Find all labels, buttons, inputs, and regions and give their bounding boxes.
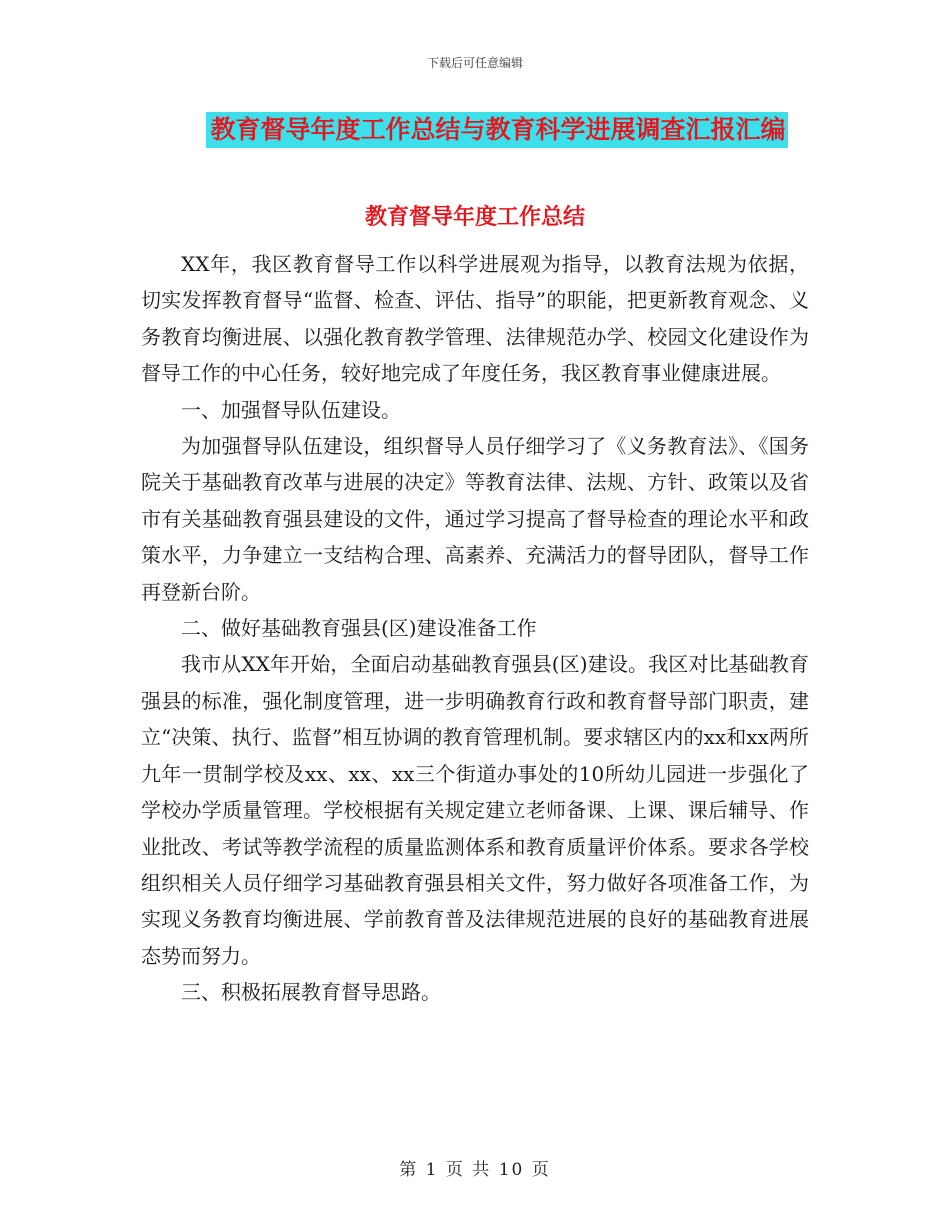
page-number: 第 1 页 共 10 页 [399,1160,551,1180]
main-title: 教育督导年度工作总结与教育科学进展调查汇报汇编 [206,112,787,148]
page-header-note: 下载后可任意编辑 [426,56,523,70]
document-body [141,246,809,1011]
paragraph-intro: XX年，我区教育督导工作以科学进展观为指导，以教育法规为依据，切实发挥教育督导“监督、检查、评估、指导”的职能，把更新教育观念、义务教育均衡进展、以强化教育教学管理、法律规范办学、校园文化建设作为督导工作的中心任务，较好地完成了年度任务，我区教育事业健康进展。 [141,252,809,386]
main-title-container [0,112,950,148]
paragraph-2: 我市从XX年开始，全面启动基础教育强县(区)建设。我区对比基础教育强县的标准，强化制度管理，进一步明确教育行政和教育督导部门职责，建立“决策、执行、监督”相互协调的教育管理机制。要求辖区内的xx和xx两所九年一贯制学校及xx、xx、xx三个街道办事处的10所幼儿园进一步强化了学校办学质量管理。学校根据有关规定建立老师备课、上课、课后辅导、作业批改、考试等教学流程的质量监测体系和教育质量评价体系。要求各学校组织相关人员仔细学习基础教育强县相关文件，努力做好各项准备工作，为实现义务教育均衡进展、学前教育普及法律规范进展的良好的基础教育进展态势而努力。 [141,652,809,968]
paragraph-1: 为加强督导队伍建设，组织督导人员仔细学习了《义务教育法》、《国务院关于基础教育改革与进展的决定》等教育法律、法规、方针、政策以及省市有关基础教育强县建设的文件，通过学习提高了督导检查的理论水平和政策水平，力争建立一支结构合理、高素养、充满活力的督导团队，督导工作再登新台阶。 [141,434,809,604]
heading-1: 一、加强督导队伍建设。 [181,397,401,422]
heading-2: 二、做好基础教育强县(区)建设准备工作 [181,616,537,641]
heading-3: 三、积极拓展教育督导思路。 [181,980,441,1005]
section-title: 教育督导年度工作总结 [364,205,585,230]
